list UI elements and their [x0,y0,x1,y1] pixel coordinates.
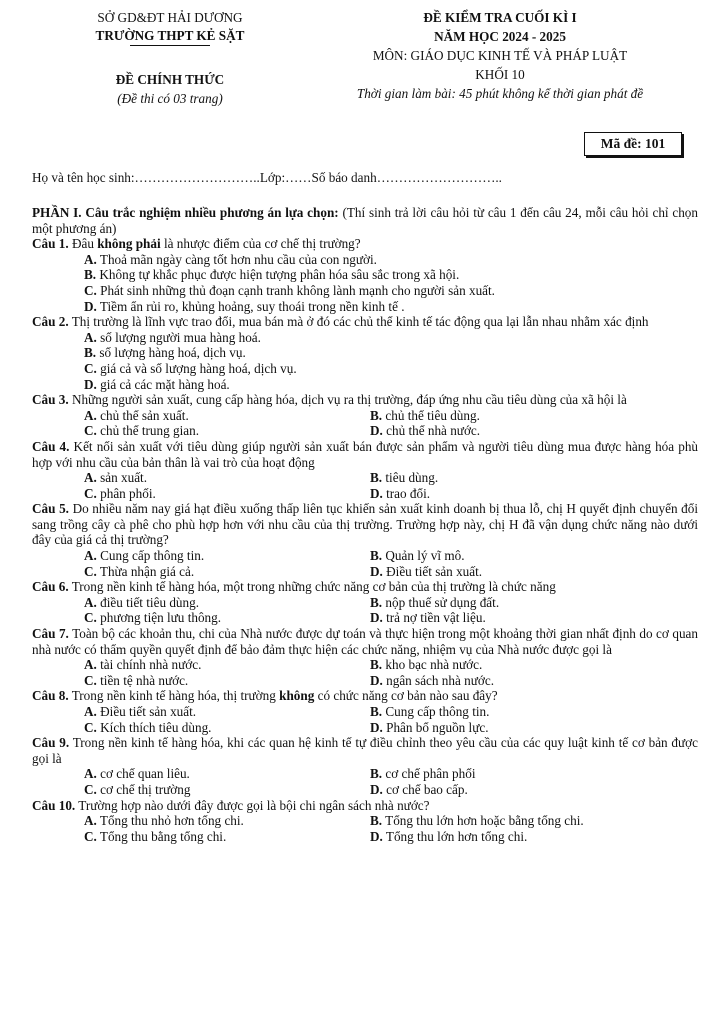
option-cell [84,470,370,486]
option-text: nộp thuế sử dụng đất. [382,594,500,610]
question-block [32,439,698,501]
question-block [32,688,698,735]
option-cell [84,782,370,798]
page-count-note: (Đề thi có 03 trang) [117,91,223,106]
option-key: B. [370,813,383,829]
subject-name: MÔN: GIÁO DỤC KINH TẾ VÀ PHÁP LUẬT [372,48,628,63]
answer-option [370,766,476,781]
answer-option [84,377,230,392]
option-cell [84,595,370,611]
answer-option [370,408,480,423]
question-text-end: là nhược điểm của cơ chế thị trường? [160,236,361,252]
option-text: Phát sinh những thủ đoạn cạnh tranh không lành mạnh cho người sản xuất. [96,282,495,298]
answer-option [370,813,584,828]
option-text: phương tiện lưu thông. [96,610,222,626]
answer-option [370,564,482,579]
option-text: Tiềm ẩn rủi ro, khủng hoảng, suy thoái trong nền kinh tế . [96,298,405,314]
question-block [32,501,698,579]
question-number: Câu 8. [32,688,69,704]
answer-option [84,720,211,735]
option-cell [84,657,370,673]
option-text: Thoả mãn ngày càng tốt hơn nhu cầu của con người. [96,251,377,267]
answer-option [370,595,499,610]
question-block [32,579,698,626]
option-row [32,470,698,486]
option-key: A. [84,407,97,423]
question-block [32,314,698,392]
option-key: B. [370,407,383,423]
option-text: Thừa nhận giá cả. [96,563,195,579]
option-row [32,829,698,845]
option-cell [370,564,482,580]
question-number: Câu 3. [32,392,69,408]
question-text: Trong nền kinh tế hàng hóa, khi các quan hệ kinh tế tự điều chỉnh theo yêu cầu của các quy luật kinh tế cơ bản được gọi là [32,735,698,766]
option-text: chủ thể nhà nước. [382,423,481,439]
answer-option [84,283,495,298]
option-text: Điều tiết sản xuất. [96,704,197,719]
question-number: Câu 9. [32,735,70,751]
question-text: Đâu [68,236,98,252]
option-key: D. [84,298,97,314]
option-text: kho bạc nhà nước. [382,657,483,673]
answer-option [84,813,244,828]
option-text: tài chính nhà nước. [96,657,202,673]
option-key: D. [84,376,97,392]
section-heading [32,205,698,236]
option-cell [84,766,370,782]
question-block [32,392,698,439]
option-text: cơ chế phân phối [382,766,476,782]
option-cell [84,423,370,439]
option-text: trả nợ tiền vật liệu. [382,610,486,626]
answer-option [370,470,438,485]
grade-level: KHỐI 10 [475,67,525,82]
answer-option [84,361,297,376]
question-block [32,735,698,797]
question-stem [32,439,698,470]
option-text: Kích thích tiêu dùng. [96,719,212,735]
option-cell [370,548,465,564]
option-text: Tổng thu bằng tổng chi. [96,828,227,844]
option-text: chủ thể sản xuất. [96,407,189,423]
question-emphasis: không [279,688,315,704]
option-cell [370,486,430,502]
option-key: C. [84,781,97,797]
option-text: Không tự khắc phục được hiện tượng phân hóa sâu sắc trong xã hội. [96,267,460,283]
option-key: C. [84,563,97,579]
option-cell [84,829,370,845]
option-key: B. [84,267,97,283]
option-text: giá cả và số lượng hàng hoá, dịch vụ. [96,360,297,376]
option-cell [370,782,468,798]
answer-option [370,610,486,625]
option-cell [370,766,476,782]
answer-option [84,423,199,438]
option-text: số lượng người mua hàng hoá. [96,329,261,345]
option-text: phân phối. [96,485,156,501]
answer-option [84,564,194,579]
option-text: Tổng thu nhỏ hơn tổng chi. [96,813,244,829]
option-text: trao đổi. [382,485,431,501]
answer-option [370,657,482,672]
option-text: Cung cấp thông tin. [382,704,490,719]
answer-option [84,330,261,345]
option-key: A. [84,251,97,267]
option-row [32,595,698,611]
option-key: D. [370,672,383,688]
answer-option [84,673,188,688]
option-text: Quản lý vĩ mô. [382,548,465,564]
option-row [32,782,698,798]
option-text: Cung cấp thông tin. [96,548,205,564]
option-key: D. [370,719,383,735]
option-cell [84,486,370,502]
answer-option [84,299,405,314]
option-key: D. [370,563,383,579]
answer-option [84,704,196,719]
option-cell [84,813,370,829]
answer-option [84,595,199,610]
option-row [32,361,698,377]
option-cell [370,673,494,689]
option-cell [370,610,486,626]
option-row [32,610,698,626]
option-key: C. [84,610,97,626]
option-key: C. [84,719,97,735]
header-left [60,8,280,108]
option-cell [84,408,370,424]
option-text: Tổng thu lớn hơn hoặc bằng tổng chi. [382,813,584,829]
department-name: SỞ GD&ĐT HẢI DƯƠNG [97,10,243,25]
question-text: Kết nối sản xuất với tiêu dùng giúp người sản xuất bán được sản phẩm và người tiêu dùng mua được hàng hóa phù hợp với nhu cầu của bản thân là vai trò của hoạt động [32,438,699,470]
question-stem [32,798,698,814]
option-key: D. [370,423,383,439]
option-key: B. [370,657,383,673]
question-text: Do nhiều năm nay giá hạt điều xuống thấp liên tục khiến sản xuất kinh doanh bị thua lỗ, chị H quyết định chuyển đổi sang trồng cây cà phê cho phù hợp hơn với nhu cầu của thị trường. Trường hợp này, chị H đã vận dụng chức năng nào dưới đây của giá cả thị trường? [32,501,699,548]
question-block [32,626,698,688]
option-key: B. [370,470,383,486]
exam-code-box: Mã đề: 101 [584,132,682,156]
answer-option [370,673,494,688]
option-text: Điều tiết sản xuất. [382,563,483,579]
option-cell [370,720,489,736]
option-row [32,377,698,393]
answer-option [370,423,480,438]
option-key: D. [370,485,383,501]
school-name: TRƯỜNG THPT KẺ SẶT [95,28,245,43]
question-stem [32,626,698,657]
option-text: điều tiết tiêu dùng. [96,594,200,610]
option-row [32,564,698,580]
question-block [32,798,698,845]
answer-option [370,704,489,719]
option-cell [370,657,482,673]
option-key: A. [84,813,97,829]
question-number: Câu 2. [32,314,69,330]
option-key: B. [84,345,97,361]
question-number: Câu 5. [32,501,69,517]
option-text: giá cả các mặt hàng hoá. [96,376,230,392]
question-text: Trường hợp nào dưới đây được gọi là bội chi ngân sách nhà nước? [75,797,430,813]
questions-area [32,205,698,844]
question-number: Câu 4. [32,438,70,454]
answer-option [84,548,204,563]
option-key: C. [84,423,97,439]
answer-option [370,486,430,501]
option-cell [84,564,370,580]
student-info-line: Họ và tên học sinh:………………………..Lớp:……Số báo danh……………………….. [32,170,502,185]
answer-option [84,267,459,282]
option-key: A. [84,548,97,564]
option-row [32,423,698,439]
option-text: tiêu dùng. [382,470,439,486]
option-text: số lượng hàng hoá, dịch vụ. [96,345,246,361]
question-list [32,236,698,844]
answer-option [84,252,377,267]
option-key: C. [84,360,97,376]
option-key: C. [84,828,97,844]
option-row [32,548,698,564]
option-cell [84,548,370,564]
option-text: Tổng thu lớn hơn tổng chi. [382,828,528,844]
question-text-end: có chức năng cơ bản nào sau đây? [314,688,498,704]
option-text: Phân bổ nguồn lực. [382,719,489,735]
option-key: A. [84,329,97,345]
option-cell [370,813,584,829]
question-stem [32,236,698,252]
option-text: cơ chế quan liêu. [96,766,190,782]
question-block [32,236,698,314]
option-cell [370,470,438,486]
section-title: PHẦN I. Câu trắc nghiệm nhiều phương án lựa chọn: [32,205,339,220]
question-emphasis: không phải [97,236,161,252]
question-stem [32,735,698,766]
option-key: A. [84,657,97,673]
option-row [32,283,698,299]
option-text: tiền tệ nhà nước. [96,672,189,688]
question-text: Toàn bộ các khoản thu, chi của Nhà nước được dự toán và thực hiện trong một khoảng thời gian nhất định do cơ quan nhà nước có thẩm quyền quyết định để bảo đảm thực hiện các chức năng, nhiệm vụ của Nhà nước được gọi là [32,626,699,657]
exam-title: ĐỀ KIỂM TRA CUỐI KÌ I [423,10,577,25]
option-key: C. [84,485,97,501]
question-stem [32,392,698,408]
option-key: D. [370,610,383,626]
option-row [32,720,698,736]
question-text: Trong nền kinh tế hàng hóa, một trong những chức năng cơ bản của thị trường là chức năng [68,579,556,595]
option-cell [84,610,370,626]
answer-option [370,829,527,844]
answer-option [84,408,189,423]
time-limit: Thời gian làm bài: 45 phút không kể thời gian phát đề [356,86,644,101]
question-number: Câu 6. [32,579,69,595]
school-year: NĂM HỌC 2024 - 2025 [434,29,566,44]
option-row [32,330,698,346]
option-key: A. [84,704,97,719]
answer-option [370,548,465,563]
option-key: A. [84,766,97,782]
option-key: A. [84,594,97,610]
answer-option [370,720,489,735]
question-number: Câu 1. [32,236,69,252]
answer-option [84,829,226,844]
option-cell [84,673,370,689]
option-row [32,766,698,782]
option-row [32,657,698,673]
option-text: ngân sách nhà nước. [382,672,494,688]
option-key: C. [84,672,97,688]
option-cell [370,704,489,720]
answer-option [370,782,468,797]
option-text: cơ chế thị trường [96,781,191,797]
section-instruction: (Thí sinh trả lời câu hỏi từ câu 1 đến câu 24, mỗi câu hỏi chỉ chọn một phương án) [32,205,698,236]
option-key: C. [84,282,97,298]
option-key: D. [370,828,383,844]
question-text: Thị trường là lĩnh vực trao đổi, mua bán mà ở đó các chủ thể kinh tế tác động qua lại lẫn nhau nhằm xác định [68,314,649,330]
option-row [32,267,698,283]
option-cell [370,829,527,845]
question-stem [32,688,698,704]
question-stem [32,314,698,330]
question-text: Trong nền kinh tế hàng hóa, thị trường [68,688,280,704]
question-stem [32,501,698,548]
answer-option [84,345,246,360]
option-text: chủ thể trung gian. [96,423,200,439]
header-right [300,8,700,103]
option-key: B. [370,766,383,782]
option-text: chủ thể tiêu dùng. [382,407,480,423]
answer-option [84,657,201,672]
answer-option [84,470,147,485]
option-cell [370,423,480,439]
option-key: B. [370,548,383,564]
option-key: D. [370,781,383,797]
option-key: B. [370,594,383,610]
option-row [32,486,698,502]
official-label: ĐỀ CHÍNH THỨC [115,72,225,87]
option-cell [370,595,499,611]
option-row [32,673,698,689]
question-stem [32,579,698,595]
option-cell [84,704,370,720]
question-text: Những người sản xuất, cung cấp hàng hóa, dịch vụ ra thị trường, đáp ứng nhu cầu tiêu dùng của xã hội là [68,392,627,408]
option-row [32,704,698,720]
option-key: B. [370,704,383,719]
option-cell [370,408,480,424]
option-row [32,408,698,424]
question-number: Câu 10. [32,797,76,813]
answer-option [84,782,190,797]
option-text: cơ chế bao cấp. [382,781,468,797]
answer-option [84,766,190,781]
option-row [32,813,698,829]
answer-option [84,610,221,625]
option-row [32,299,698,315]
answer-option [84,486,156,501]
option-row [32,252,698,268]
option-key: A. [84,470,97,486]
option-text: sản xuất. [96,470,148,486]
option-cell [84,720,370,736]
question-number: Câu 7. [32,626,69,642]
option-row [32,345,698,361]
